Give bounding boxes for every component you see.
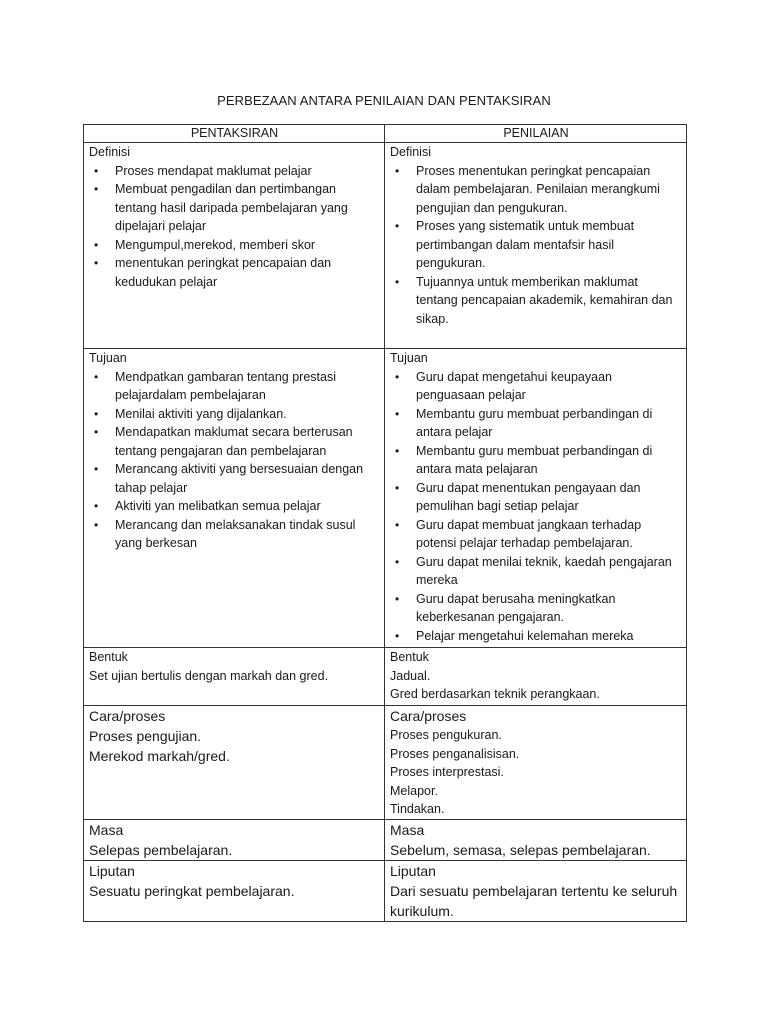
cell-cara-pentaksiran xyxy=(84,706,385,820)
cell-text: Selepas pembelajaran. xyxy=(89,841,233,858)
list-item: • Guru dapat mengetahui keupayaan penguasaan pelajar xyxy=(390,368,682,405)
list-item: • Pelajar mengetahui kelemahan mereka xyxy=(390,627,682,646)
row-label: Masa xyxy=(89,821,124,838)
cell-text: Proses penganalisisan. xyxy=(390,746,520,761)
row-label: Cara/proses xyxy=(89,708,166,724)
list-item: • Guru dapat menilai teknik, kaedah pengajaran mereka xyxy=(390,553,682,590)
list-item: • Merancang dan melaksanakan tindak susul yang berkesan xyxy=(89,516,380,553)
cell-cara-penilaian xyxy=(385,706,687,820)
row-label: Tujuan xyxy=(390,351,428,365)
bullet-list xyxy=(390,162,682,329)
cell-text: Jadual. xyxy=(390,668,431,683)
list-item: • Proses mendapat maklumat pelajar xyxy=(89,162,380,181)
row-label: Liputan xyxy=(390,862,436,879)
document-title: PERBEZAAN ANTARA PENILAIAN DAN PENTAKSIRAN xyxy=(217,93,551,108)
cell-liputan-penilaian xyxy=(385,860,687,921)
list-item: • Merancang aktiviti yang bersesuaian dengan tahap pelajar xyxy=(89,460,380,497)
bullet-list xyxy=(89,162,380,292)
row-label: Definisi xyxy=(390,145,431,159)
list-item: • Membantu guru membuat perbandingan di antara pelajar xyxy=(390,405,682,442)
list-item: • Membantu guru membuat perbandingan di antara mata pelajaran xyxy=(390,442,682,479)
header-penilaian: PENILAIAN xyxy=(385,125,687,143)
cell-tujuan-pentaksiran xyxy=(84,349,385,648)
list-item: • Menilai aktiviti yang dijalankan. xyxy=(89,405,380,424)
cell-definisi-penilaian xyxy=(385,143,687,349)
row-cara-proses xyxy=(84,706,687,820)
comparison-table xyxy=(83,124,687,922)
list-item: • Aktiviti yan melibatkan semua pelajar xyxy=(89,497,380,516)
cell-masa-penilaian xyxy=(385,819,687,860)
list-item: • Proses menentukan peringkat pencapaian dalam pembelajaran. Penilaian merangkumi pengujian dan pengukuran. xyxy=(390,162,682,218)
row-tujuan xyxy=(84,349,687,648)
cell-text: Gred berdasarkan teknik perangkaan. xyxy=(390,687,600,701)
row-label: Tujuan xyxy=(89,351,127,365)
cell-masa-pentaksiran xyxy=(84,819,385,860)
list-item: • Guru dapat membuat jangkaan terhadap potensi pelajar terhadap pembelajaran. xyxy=(390,516,682,553)
cell-text: Merekod markah/gred. xyxy=(89,748,230,764)
cell-text: Proses pengukuran. xyxy=(390,728,502,742)
cell-text: Sebelum, semasa, selepas pembelajaran. xyxy=(390,841,651,858)
cell-text: Sesuatu peringkat pembelajaran. xyxy=(89,882,295,899)
cell-text: Melapor. xyxy=(390,783,438,798)
list-item: • menentukan peringkat pencapaian dan kedudukan pelajar xyxy=(89,254,380,291)
row-label: Definisi xyxy=(89,145,130,159)
cell-text: Proses pengujian. xyxy=(89,728,202,744)
row-masa xyxy=(84,819,687,860)
row-label: Bentuk xyxy=(390,650,429,664)
bullet-list xyxy=(390,368,682,646)
row-bentuk xyxy=(84,648,687,706)
list-item: • Guru dapat menentukan pengayaan dan pemulihan bagi setiap pelajar xyxy=(390,479,682,516)
row-liputan xyxy=(84,860,687,921)
list-item: • Proses yang sistematik untuk membuat pertimbangan dalam mentafsir hasil pengukuran. xyxy=(390,217,682,273)
cell-text: Tindakan. xyxy=(390,802,445,816)
header-row xyxy=(84,125,687,143)
row-label: Bentuk xyxy=(89,650,128,664)
header-pentaksiran: PENTAKSIRAN xyxy=(84,125,385,143)
cell-bentuk-penilaian xyxy=(385,648,687,706)
list-item: • Mengumpul,merekod, memberi skor xyxy=(89,236,380,255)
cell-text: Proses interprestasi. xyxy=(390,765,504,779)
list-item: • Mendpatkan gambaran tentang prestasi pelajardalam pembelajaran xyxy=(89,368,380,405)
cell-text: Dari sesuatu pembelajaran tertentu ke seluruh kurikulum. xyxy=(390,882,678,919)
list-item: • Tujuannya untuk memberikan maklumat tentang pencapaian akademik, kemahiran dan sikap. xyxy=(390,273,682,329)
list-item: • Guru dapat berusaha meningkatkan keberkesanan pengajaran. xyxy=(390,590,682,627)
list-item: • Membuat pengadilan dan pertimbangan tentang hasil daripada pembelajaran yang dipelajari pelajar xyxy=(89,180,380,236)
list-item: • Mendapatkan maklumat secara berterusan tentang pengajaran dan pembelajaran xyxy=(89,423,380,460)
cell-tujuan-penilaian xyxy=(385,349,687,648)
row-label: Cara/proses xyxy=(390,708,467,724)
cell-liputan-pentaksiran xyxy=(84,860,385,921)
cell-text: Set ujian bertulis dengan markah dan gred. xyxy=(89,668,329,683)
row-label: Masa xyxy=(390,821,425,838)
row-definisi xyxy=(84,143,687,349)
row-label: Liputan xyxy=(89,862,135,879)
cell-bentuk-pentaksiran xyxy=(84,648,385,706)
bullet-list xyxy=(89,368,380,553)
cell-definisi-pentaksiran xyxy=(84,143,385,349)
